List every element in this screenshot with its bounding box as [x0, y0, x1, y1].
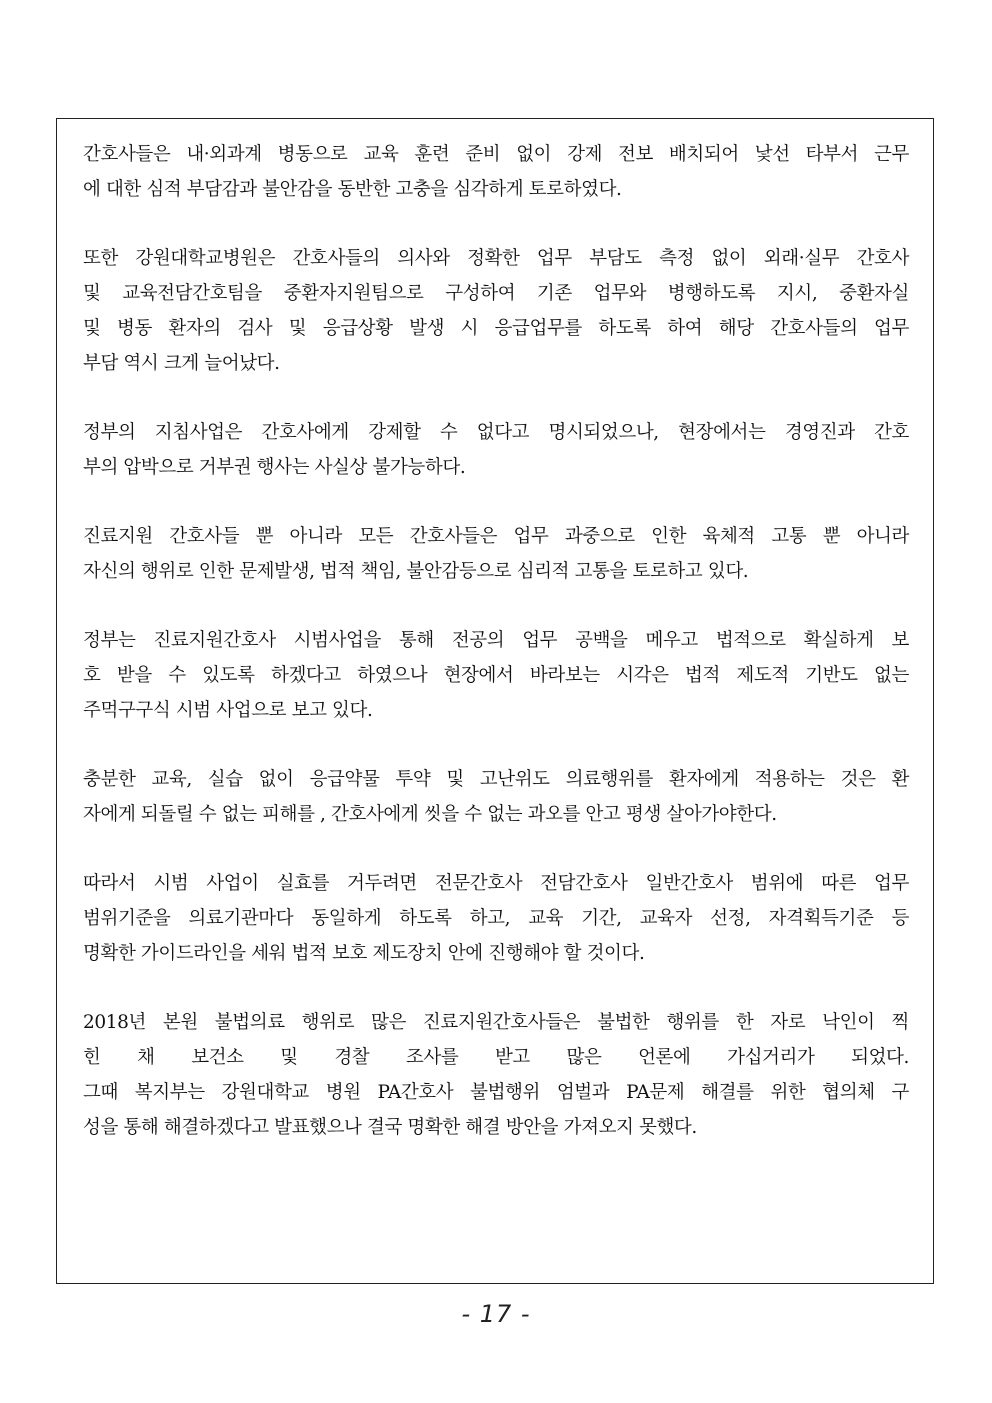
text-line: 진료지원 간호사들 뿐 아니라 모든 간호사들은 업무 과중으로 인한 육체적 고통 뿐 아니라 — [83, 526, 909, 547]
text-line: 명확한 가이드라인을 세워 법적 보호 제도장치 안에 진행해야 할 것이다. — [83, 943, 645, 964]
text-line: 힌 채 보건소 및 경찰 조사를 받고 많은 언론에 가십거리가 되었다. — [83, 1047, 909, 1068]
text-line: 및 병동 환자의 검사 및 응급상황 발생 시 응급업무를 하도록 하여 해당 간호사들의 업무 — [83, 318, 909, 339]
text-line: 따라서 시범 사업이 실효를 거두려면 전문간호사 전담간호사 일반간호사 범위에 따른 업무 — [83, 873, 909, 894]
paragraph — [83, 519, 909, 589]
paragraph — [83, 241, 909, 381]
paragraph — [83, 1005, 909, 1145]
text-line: 자신의 행위로 인한 문제발생, 법적 책임, 불안감등으로 심리적 고통을 토로하고 있다. — [83, 561, 749, 582]
content-frame — [56, 118, 934, 1284]
text-line: 호 받을 수 있도록 하겠다고 하였으나 현장에서 바라보는 시각은 법적 제도적 기반도 없는 — [83, 665, 909, 686]
paragraph — [83, 137, 909, 207]
text-line: 에 대한 심적 부담감과 불안감을 동반한 고충을 심각하게 토로하였다. — [83, 179, 622, 200]
text-line: 및 교육전담간호팀을 중환자지원팀으로 구성하여 기존 업무와 병행하도록 지시, 중환자실 — [83, 283, 909, 304]
page-number: - 17 - — [461, 1300, 531, 1328]
paragraph — [83, 623, 909, 728]
text-line: 정부의 지침사업은 간호사에게 강제할 수 없다고 명시되었으나, 현장에서는 경영진과 간호 — [83, 422, 909, 443]
paragraph — [83, 762, 909, 832]
text-line: 정부는 진료지원간호사 시범사업을 통해 전공의 업무 공백을 메우고 법적으로 확실하게 보 — [83, 630, 909, 651]
paragraph — [83, 866, 909, 971]
text-line: 범위기준을 의료기관마다 동일하게 하도록 하고, 교육 기간, 교육자 선정, 자격획득기준 등 — [83, 908, 909, 929]
paragraph — [83, 415, 909, 485]
document-body — [83, 137, 909, 1179]
text-line: 그때 복지부는 강원대학교 병원 PA간호사 불법행위 엄벌과 PA문제 해결를 위한 협의체 구 — [83, 1082, 909, 1103]
text-line: 부의 압박으로 거부권 행사는 사실상 불가능하다. — [83, 457, 466, 478]
text-line: 자에게 되돌릴 수 없는 피해를 , 간호사에게 씻을 수 없는 과오를 안고 평생 살아가야한다. — [83, 804, 777, 825]
text-line: 부담 역시 크게 늘어났다. — [83, 353, 280, 374]
text-line: 간호사들은 내·외과계 병동으로 교육 훈련 준비 없이 강제 전보 배치되어 낯선 타부서 근무 — [83, 144, 909, 165]
text-line: 성을 통해 해결하겠다고 발표했으나 결국 명확한 해결 방안을 가져오지 못했다. — [83, 1117, 697, 1138]
text-line: 2018년 본원 불법의료 행위로 많은 진료지원간호사들은 불법한 행위를 한 자로 낙인이 찍 — [83, 1012, 909, 1033]
text-line: 주먹구구식 시범 사업으로 보고 있다. — [83, 700, 373, 721]
text-line: 또한 강원대학교병원은 간호사들의 의사와 정확한 업무 부담도 측정 없이 외래·실무 간호사 — [83, 248, 909, 269]
text-line: 충분한 교육, 실습 없이 응급약물 투약 및 고난위도 의료행위를 환자에게 적용하는 것은 환 — [83, 769, 909, 790]
